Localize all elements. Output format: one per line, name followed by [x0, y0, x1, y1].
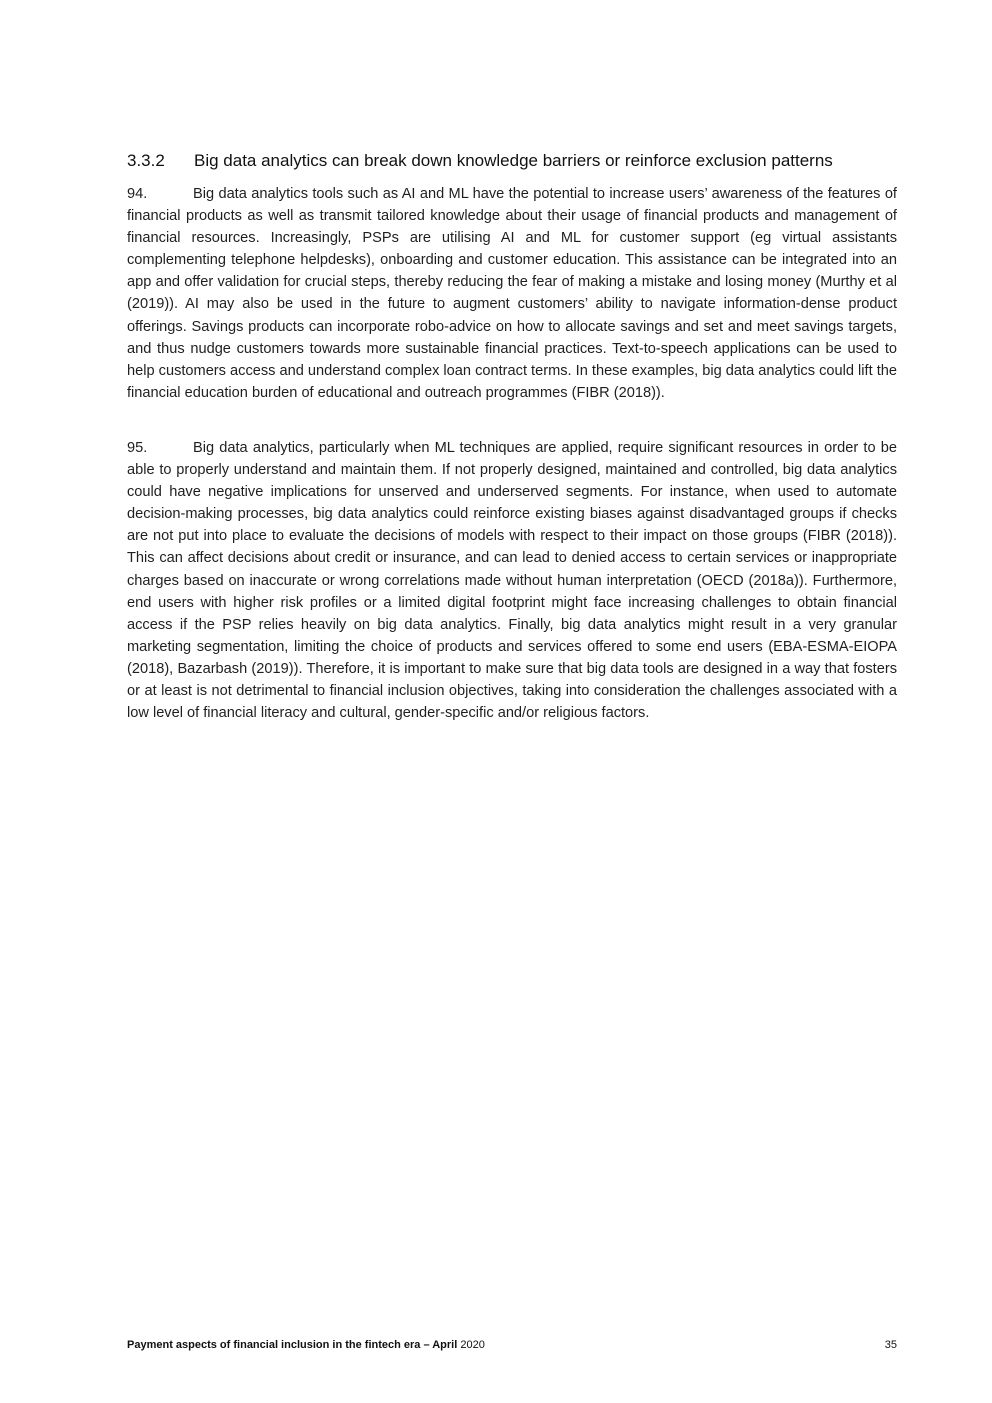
section-number: 3.3.2: [127, 151, 165, 170]
paragraph-text: Big data analytics tools such as AI and ML have the potential to increase users’ awareness of the features of financial products as well as transmit tailored knowledge about their usage of financial products and management of financial resources. Increasingly, PSPs are utilising AI and ML for customer support (eg virtual assistants complementing telephone helpdesks), onboarding and customer education. This assistance can be integrated into an app and offer validation for crucial steps, thereby reducing the fear of making a mistake and losing money (Murthy et al (2019)). AI may also be used in the future to augment customers’ ability to navigate information-dense product offerings. Savings products can incorporate robo-advice on how to allocate savings and set and meet savings targets, and thus nudge customers towards more sustainable financial practices. Text-to-speech applications can be used to help customers access and understand complex loan contract terms. In these examples, big data analytics could lift the financial education burden of educational and outreach programmes (FIBR (2018)).: [127, 186, 897, 401]
section-heading: [127, 149, 907, 173]
paragraph-text: Big data analytics, particularly when ML techniques are applied, require significant resources in order to be able to properly understand and maintain them. If not properly designed, maintained and controlled, big data analytics could have negative implications for unserved and underserved segments. For instance, when used to automate decision-making processes, big data analytics could reinforce existing biases against disadvantaged groups if checks are not put into place to evaluate the decisions of models with respect to their impact on those groups (FIBR (2018)). This can affect decisions about credit or insurance, and can lead to denied access to certain services or inappropriate charges based on inaccurate or wrong correlations made without human interpretation (OECD (2018a)). Furthermore, end users with higher risk profiles or a limited digital footprint might face increasing challenges to obtain financial access if the PSP relies heavily on big data analytics. Finally, big data analytics might result in a very granular marketing segmentation, limiting the choice of products and services offered to some end users (EBA-ESMA-EIOPA (2018), Bazarbash (2019)). Therefore, it is important to make sure that big data tools are designed in a way that fosters or at least is not detrimental to financial inclusion objectives, taking into consideration the challenges associated with a low level of financial literacy and cultural, gender-specific and/or religious factors.: [127, 440, 897, 722]
section-title: Big data analytics can break down knowledge barriers or reinforce exclusion patterns: [194, 151, 833, 170]
page-footer: [127, 1337, 897, 1353]
paragraph-94: [127, 183, 897, 404]
paragraph-number: 94.: [127, 186, 148, 202]
footer-year: 2020: [460, 1339, 485, 1351]
page-number: 35: [884, 1339, 897, 1351]
paragraph-95: [127, 437, 897, 724]
footer-title: Payment aspects of financial inclusion in the fintech era – April: [127, 1339, 458, 1351]
paragraph-number: 95.: [127, 440, 148, 456]
